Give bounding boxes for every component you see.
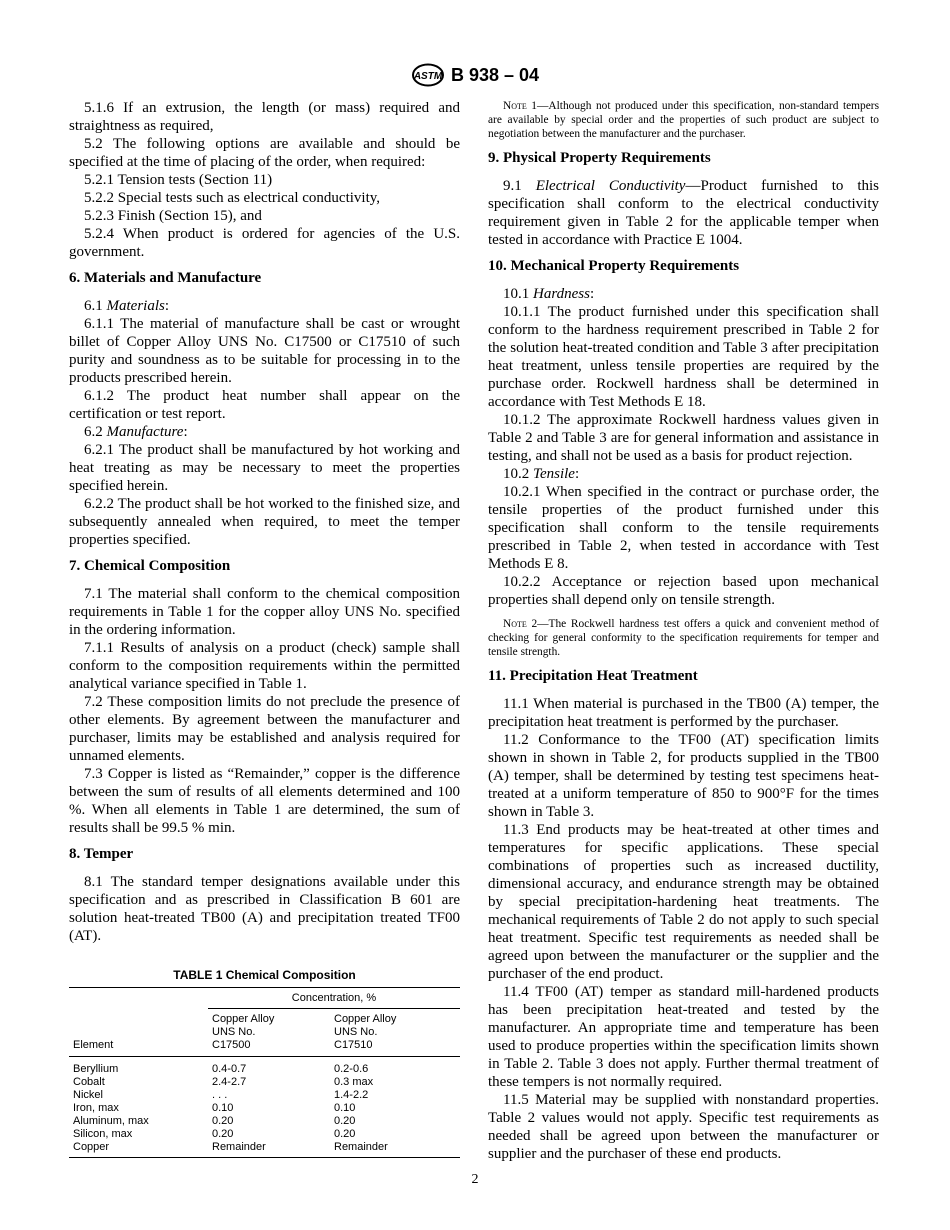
heading-11: 11. Precipitation Heat Treatment (488, 668, 698, 684)
heading-6: 6. Materials and Manufacture (69, 270, 262, 286)
para-10-1-1: 10.1.1 The product furnished under this specification shall conform to the hardness requirement prescribed in Table 2 for the solution heat-treated condition and Table 3 after precipitation heat treatment, unless tensile properties are required by the purchase order. Rockwell hardness shall be determined in accordance with Test Methods E 18. (488, 304, 879, 410)
para-11-3: 11.3 End products may be heat-treated at other times and temperatures for specific applications. These special combinations of properties such as increased ductility, dimensional accuracy, and endurance strength may be obtained by special precipitation-hardening heat treatments. The mechanical requirements of Table 2 do not apply to such special heat treatment. Specific test requirements as needed shall be agreed upon between the manufacturer or the supplier and the purchaser of the end product. (488, 822, 879, 982)
para-6-2-2: 6.2.2 The product shall be hot worked to the finished size, and subsequently annealed when required, to meet the temper properties specified. (69, 496, 460, 548)
heading-10: 10. Mechanical Property Requirements (488, 258, 740, 274)
para-7-1-1: 7.1.1 Results of analysis on a product (check) sample shall conform to the composition requirements within the permitted analytical variance specified in Table 1. (69, 640, 460, 692)
table-row: Beryllium 0.4-0.7 0.2-0.6 (73, 1063, 369, 1075)
table-row: Copper Remainder Remainder (69, 1141, 460, 1158)
para-11-1: 11.1 When material is purchased in the TB00 (A) temper, the precipitation heat treatment is performed by the purchaser. (488, 696, 879, 730)
para-5-2-2: 5.2.2 Special tests such as electrical conductivity, (84, 190, 381, 206)
para-11-4: 11.4 TF00 (AT) temper as standard mill-hardened products has been precipitation heat-treated and tested by the manufacturer. An appropriate time and temperature has been used to produce properties within the specification limits shown in Table 2. Table 3 does not apply. Further thermal treatment of these tempers is not normally required. (488, 984, 879, 1090)
para-5-1-6: 5.1.6 If an extrusion, the length (or mass) required and straightness as required, (69, 100, 460, 134)
right-column (488, 99, 879, 1163)
para-10-1-2: 10.1.2 The approximate Rockwell hardness values given in Table 2 and Table 3 are for general information and assistance in testing, and shall not be used as a basis for product rejection. (488, 412, 879, 464)
table1-col1-header: Copper Alloy UNS No. C17500 (208, 1009, 330, 1057)
para-6-2-1: 6.2.1 The product shall be manufactured by hot working and heat treating as may be necessary to meet the properties specified herein. (69, 442, 460, 494)
table-row: Iron, max 0.10 0.10 (73, 1102, 356, 1114)
table-row: Silicon, max 0.20 0.20 (73, 1128, 356, 1140)
para-11-2: 11.2 Conformance to the TF00 (AT) specification limits shown in shown in Table 2, for products supplied in the TB00 (A) temper, shall be determined by testing test specimens heat-treated at a uniform temperature of 850 to 900°F for the times shown in Table 3. (488, 732, 879, 820)
para-9-1: 9.1 Electrical Conductivity—Product furnished to this specification shall conform to the electrical conductivity requirement given in Table 2 for the applicable temper when tested in accordance with Practice E 1004. (488, 178, 880, 248)
designation: B 938 – 04 (450, 65, 540, 85)
left-column (69, 99, 460, 1158)
para-5-2-1: 5.2.1 Tension tests (Section 11) (84, 172, 273, 188)
heading-9: 9. Physical Property Requirements (488, 150, 711, 166)
para-5-2-3: 5.2.3 Finish (Section 15), and (84, 208, 262, 224)
table1-element-header: Element (69, 1009, 208, 1057)
page-header (0, 63, 950, 87)
para-10-2-1: 10.2.1 When specified in the contract or purchase order, the tensile properties of the product furnished under this specification shall conform to the tensile requirements prescribed in Table 2, when tested in accordance with Test Methods E 8. (488, 484, 879, 572)
table1-conc-header: Concentration, % (208, 988, 460, 1009)
table1 (69, 987, 460, 1158)
note-2: Note 2—The Rockwell hardness test offers a quick and convenient method of checking for general conformity to the specification requirements for temper and tensile strength. (488, 618, 879, 658)
para-10-2-2: 10.2.2 Acceptance or rejection based upon mechanical properties shall depend only on tensile strength. (488, 574, 879, 608)
heading-7: 7. Chemical Composition (69, 558, 231, 574)
para-7-3: 7.3 Copper is listed as “Remainder,” copper is the difference between the sum of results of all elements determined and 100 %. When all elements in Table 1 are determined, the sum of results shall be 99.5 % min. (69, 766, 460, 836)
para-6-1: 6.1 Materials: (84, 298, 170, 314)
para-7-2: 7.2 These composition limits do not preclude the presence of other elements. By agreement between the manufacturer and purchaser, limits may be established and analysis required for unnamed elements. (69, 694, 460, 764)
para-5-2-4: 5.2.4 When product is ordered for agencies of the U.S. government. (69, 226, 460, 260)
para-6-2: 6.2 Manufacture: (84, 424, 188, 440)
para-6-1-1: 6.1.1 The material of manufacture shall be cast or wrought billet of Copper Alloy UNS No. C17500 or C17510 of such purity and soundness as to be suitable for processing in to the products prescribed herein. (69, 316, 460, 386)
table-row: Aluminum, max 0.20 0.20 (73, 1115, 356, 1127)
para-11-5: 11.5 Material may be supplied with nonstandard properties. Table 2 values would not apply. Specific test requirements as needed shall be agreed upon between the manufacturer or supplier and the purchaser of these end products. (488, 1092, 879, 1162)
para-5-2: 5.2 The following options are available and should be specified at the time of placing of the order, when required: (69, 136, 460, 170)
table-row: Cobalt 2.4-2.7 0.3 max (73, 1076, 374, 1088)
table1-col2-header: Copper Alloy UNS No. C17510 (330, 1009, 460, 1057)
table1-title: TABLE 1 Chemical Composition (173, 968, 356, 982)
svg-text:ASTM: ASTM (413, 71, 443, 82)
table-row: Nickel . . . 1.4-2.2 (73, 1089, 369, 1101)
heading-8: 8. Temper (69, 846, 134, 862)
astm-logo-icon (411, 63, 445, 87)
para-7-1: 7.1 The material shall conform to the chemical composition requirements in Table 1 for the copper alloy UNS No. specified in the ordering information. (69, 586, 460, 638)
para-10-1: 10.1 Hardness: (503, 286, 595, 302)
page-number: 2 (471, 1172, 479, 1187)
note-1: Note 1—Although not produced under this specification, non-standard tempers are available by special order and the properties of such product are subject to negotiation between the manufacturer and the purchaser. (488, 100, 879, 140)
para-6-1-2: 6.1.2 The product heat number shall appear on the certification or test report. (69, 388, 460, 422)
para-10-2: 10.2 Tensile: (503, 466, 580, 482)
para-8-1: 8.1 The standard temper designations available under this specification and as prescribed in Classification B 601 are solution heat-treated TB00 (A) and precipitation treated TF00 (AT). (69, 874, 460, 944)
